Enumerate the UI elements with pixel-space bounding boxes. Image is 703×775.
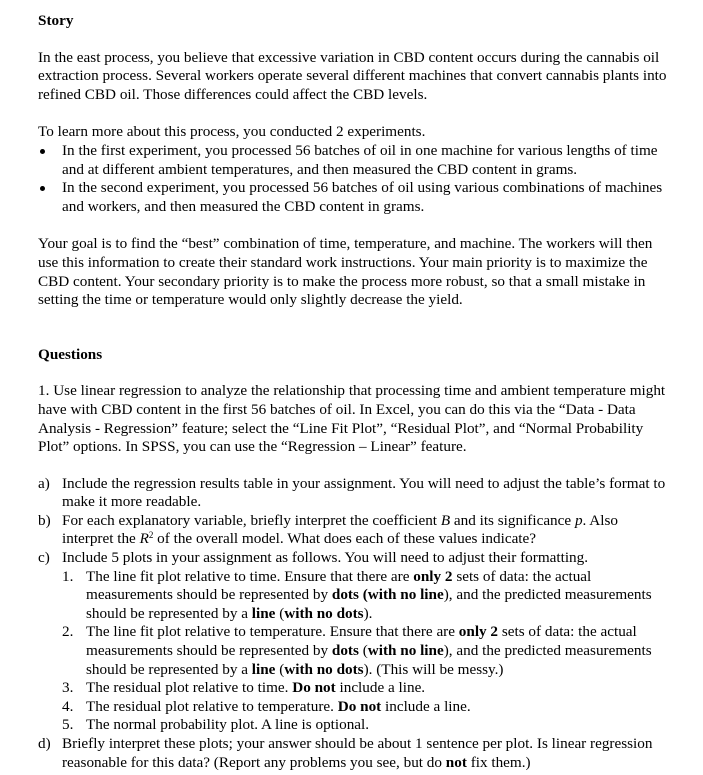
experiment-2-bullet — [38, 179, 668, 216]
plot-label: 2. — [62, 623, 74, 641]
item-text — [62, 735, 652, 771]
plot-label: 5. — [62, 716, 74, 734]
bold-text: dots — [331, 586, 359, 604]
text-segment: include a line. — [335, 679, 426, 697]
bold-text: with no dots — [284, 604, 364, 622]
text-segment: 2 — [148, 530, 154, 541]
text-segment: ( — [275, 660, 285, 678]
text-segment: . Also interpret the — [62, 511, 618, 548]
plot-item-2 — [38, 623, 668, 679]
plot-label: 4. — [62, 697, 74, 715]
text-segment: In the east process, you believe that excessive variation in CBD content occurs during the cannabis oil extraction process. Several workers operate several different machines that convert cannabis plants into refined CBD oil. Those differences could affect the CBD levels. — [38, 48, 667, 103]
story-paragraph-3 — [38, 235, 668, 309]
text-segment: The residual plot relative to temperature. — [86, 697, 338, 715]
bold-text: with no dots — [284, 660, 364, 678]
text-segment: The normal probability plot. A line is optional. — [86, 716, 370, 734]
item-b — [38, 512, 668, 549]
item-text — [62, 475, 665, 511]
text-segment: In the first experiment, you processed 56 batches of oil in one machine for various lengths of time and at different ambient temperatures, and then measured the CBD content in grams. — [62, 141, 658, 178]
text-segment: The residual plot relative to time. — [86, 679, 293, 697]
text-segment: ), and the predicted measurements should be represented by a — [86, 642, 652, 678]
bold-text: only 2 — [413, 567, 453, 585]
text-segment: To learn more about this process, you conducted 2 experiments. — [38, 123, 426, 141]
plot-label: 1. — [62, 567, 74, 585]
item-label: b) — [38, 511, 51, 529]
plot-item-5 — [38, 716, 668, 735]
questions-heading: Questions — [38, 345, 103, 363]
bold-text: only 2 — [458, 623, 499, 641]
bold-text: line — [251, 604, 276, 622]
text-segment: ( — [275, 604, 285, 622]
plot-list — [38, 568, 668, 735]
experiment-1-bullet — [38, 142, 668, 179]
item-label: d) — [38, 735, 51, 752]
text-segment: fix them.) — [466, 753, 531, 771]
text-segment: 1. Use linear regression to analyze the relationship that processing time and ambient temperature might have with CBD content in the first 56 batches of oil. In Excel, you can do this via the “Data - Data Analysis - Regression” feature; select the “Line Fit Plot”, “Residual Plot”, and “Normal Probability Plot” options. In SPSS, you can use the “Regression – Linear” feature. — [38, 382, 666, 456]
text-segment: In the second experiment, you processed 56 batches of oil using various combinations of machines and workers, and then measured the CBD content in grams. — [62, 179, 663, 215]
text-segment: p — [574, 511, 583, 529]
plot-label: 3. — [62, 679, 74, 697]
item-a — [38, 475, 668, 512]
item-text — [62, 512, 618, 548]
text-segment: B — [440, 511, 451, 529]
story-heading: Story — [38, 12, 74, 29]
question-items — [38, 475, 668, 568]
story-paragraph-1 — [38, 49, 668, 105]
plot-text — [86, 716, 369, 733]
text-segment: The line fit plot relative to temperature. Ensure that there are — [86, 623, 459, 641]
bold-text: Do not — [337, 697, 382, 715]
story-paragraph-2 — [38, 123, 668, 142]
text-segment: Include 5 plots in your assignment as follows. You will need to adjust their formatting. — [62, 549, 589, 567]
text-segment: sets of data: the actual measurements should be represented by — [86, 623, 637, 660]
item-text — [62, 549, 588, 566]
text-segment: Include the regression results table in your assignment. You will need to adjust the table’s format to make it more readable. — [62, 474, 666, 511]
bold-text: with no line — [367, 642, 444, 660]
text-segment: of the overall model. What does each of these values indicate? — [153, 530, 537, 548]
plot-item-4 — [38, 698, 668, 717]
text-segment: Briefly interpret these plots; your answer should be about 1 sentence per plot. Is linear regression reasonable for this data? (Report any problems you see, but do — [62, 735, 653, 771]
text-segment: For each explanatory variable, briefly interpret the coefficient — [62, 511, 441, 529]
item-d — [38, 735, 668, 772]
bold-text: not — [445, 753, 467, 771]
bold-text: dots — [331, 642, 359, 660]
plot-text — [86, 568, 652, 622]
text-segment: ). — [363, 604, 373, 622]
text-segment: Your goal is to find the “best” combination of time, temperature, and machine. The workers will then use this information to create their standard work instructions. Your main priority is to maximize the CBD content. Your secondary priority is to make the process more robust, so that a small mistake in setting the time or temperature would only slightly decrease the yield. — [38, 235, 653, 309]
bold-text: Do not — [292, 679, 336, 697]
item-label: c) — [38, 549, 50, 567]
plot-text — [86, 679, 425, 696]
question-1 — [38, 382, 668, 456]
text-segment: and its significance — [450, 511, 575, 529]
plot-item-1 — [38, 568, 668, 624]
text-segment: The line fit plot relative to time. Ensure that there are — [86, 567, 414, 585]
item-c — [38, 549, 668, 568]
bold-text: (with no line — [362, 586, 444, 604]
item-label: a) — [38, 474, 50, 492]
text-segment: R — [139, 530, 149, 548]
plot-text — [86, 623, 652, 677]
text-segment: sets of data: the actual measurements should be represented by — [86, 567, 592, 604]
question-items-cont — [38, 735, 668, 772]
text-segment: include a line. — [381, 697, 471, 715]
text-segment: ). (This will be messy.) — [363, 660, 504, 678]
plot-item-3 — [38, 679, 668, 698]
bold-text: line — [251, 660, 276, 678]
text-segment: ( — [358, 642, 368, 660]
text-segment: ), and the predicted measurements should be represented by a — [86, 586, 652, 622]
experiments-list — [38, 142, 668, 216]
plot-text — [86, 698, 471, 715]
